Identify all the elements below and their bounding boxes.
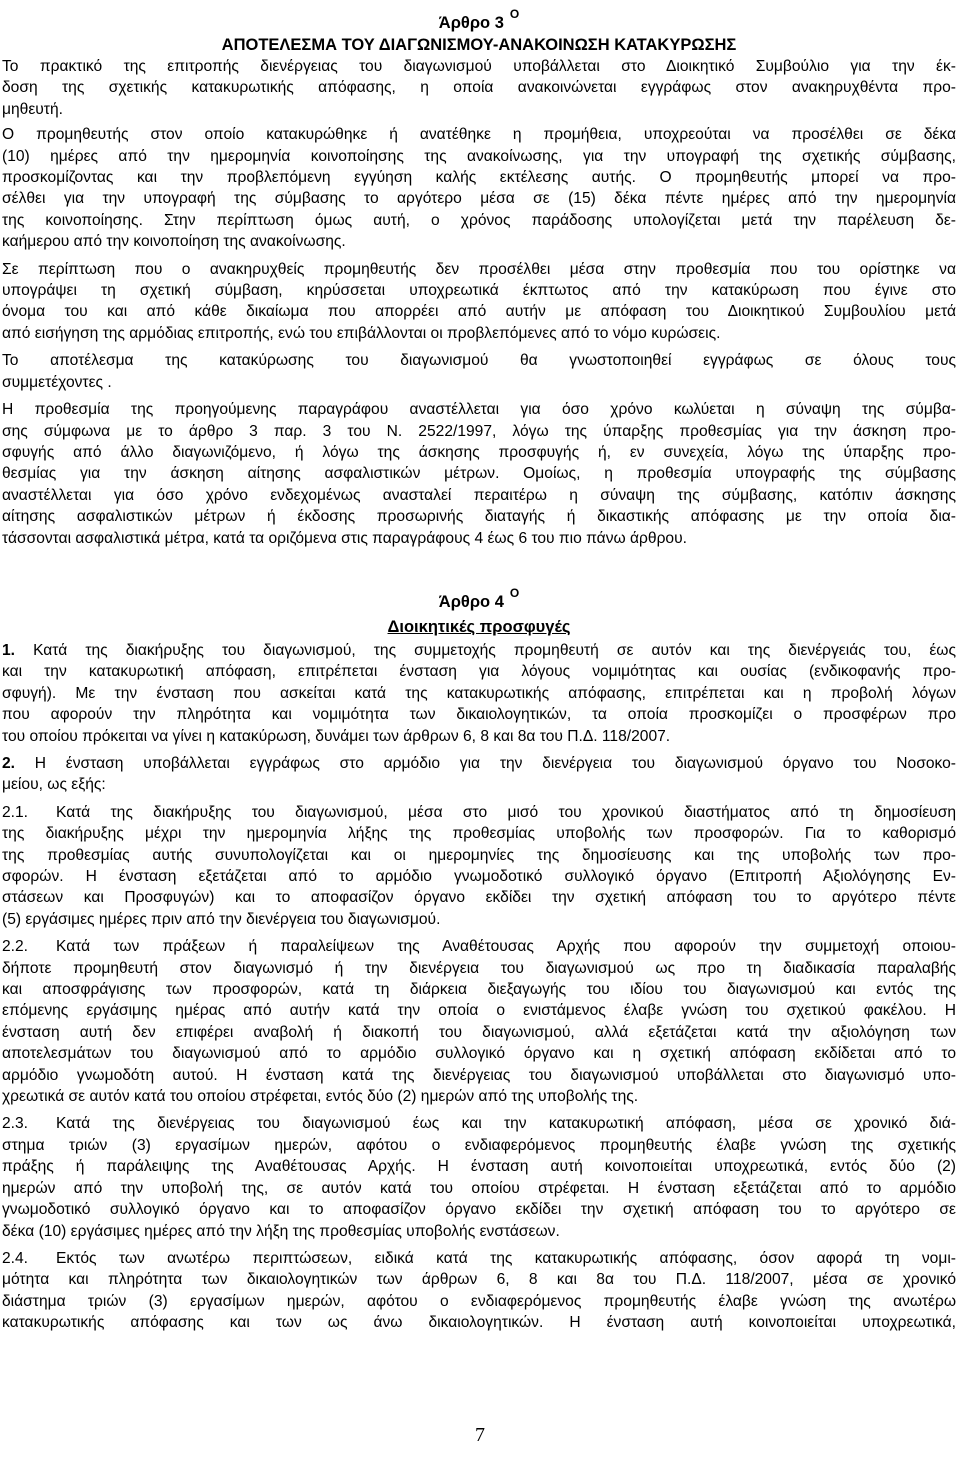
text-span: χρεωτικά σε αυτόν κατά του οποίου στρέφεται, εντός δύο (2) ημερών από της υποβολής της. (2, 1088, 639, 1106)
text-line (2, 1312, 956, 1333)
text-span: Η ένσταση υποβάλλεται εγγράφως στο αρμόδιο για την διενέργεια του διαγωνισμού όργανο του Νοσοκο- (15, 754, 956, 772)
text-line (2, 958, 956, 979)
text-span: σφυγή). Με την ένσταση που ασκείται κατά της κατακυρωτικής απόφασης, επιτρέπεται και η προβολή λόγων (2, 684, 956, 702)
text-line (2, 1221, 956, 1242)
text-line (2, 231, 956, 252)
paragraph-3-3 (2, 259, 956, 345)
text-span: συμμετέχοντες . (2, 373, 112, 391)
text-span: Το αποτέλεσμα της κατακύρωσης του διαγωνισμού θα γνωστοποιηθεί εγγράφως σε όλους τους (2, 352, 956, 370)
text-line (2, 661, 956, 682)
text-line (2, 259, 956, 280)
text-line (2, 774, 956, 795)
item-2 (2, 753, 956, 796)
text-line (2, 323, 956, 344)
text-span: της κοινοποίησης. Στην περίπτωση όμως αυτή, ο χρόνος παράδοσης υπολογίζεται μετά την παρέλευση δε- (2, 211, 956, 229)
text-span: αρμόδιο γνωμοδότη αυτού. Η ένσταση κατά της διενέργειας του διαγωνισμού υποβάλλεται στο διαγωνισμό υπο- (2, 1066, 956, 1084)
text-line (2, 146, 956, 167)
paragraph-3-1 (2, 56, 956, 120)
text-line (2, 1269, 956, 1290)
text-line (2, 442, 956, 463)
text-line (2, 167, 956, 188)
text-span: Κατά της διακήρυξης του διαγωνισμού, μέσα στο μισό του χρονικού διαστήματος από τη δημοσίευση (56, 803, 956, 821)
page-number: 7 (475, 1424, 485, 1446)
superscript-o: Ο (509, 7, 520, 21)
text-span: θεσμίας για την άσκηση αίτησης ασφαλιστικών μέτρων. Ομοίως, η προθεσμία υπογραφής της σύμβασης (2, 465, 956, 483)
text-line (2, 1248, 956, 1269)
text-line (2, 421, 956, 442)
superscript-o: Ο (509, 585, 520, 600)
text-span: μείου, ως εξής: (2, 776, 106, 794)
text-span: αποτελεσμάτων του διαγωνισμού από το αρμόδιο συλλογικό όργανο και η σχετική απόφαση εκδίδεται από το (2, 1045, 956, 1063)
text-span: Σε περίπτωση που ο ανακηρυχθείς προμηθευτής δεν προσέλθει μέσα στην προθεσμία που του ορίστηκε να (2, 260, 956, 278)
text-line (2, 753, 956, 774)
text-span: Το πρακτικό της επιτροπής διενέργειας του διαγωνισμού υποβάλλεται στο Διοικητικό Συμβούλιο για την έκ- (2, 58, 956, 75)
text-span: από εισήγηση της αρμόδιας επιτροπής, ενώ του επιβάλλονται οι προβλεπόμενες από το νόμο κυρώσεις. (2, 324, 721, 342)
text-span: Κατά των πράξεων ή παραλείψεων της Αναθέτουσας Αρχής που αφορούν την συμμετοχή οποιου- (56, 938, 956, 956)
text-line (2, 485, 956, 506)
text-line (2, 188, 956, 209)
text-span: σφορών. Η ένσταση εξετάζεται από το αρμόδιο γνωμοδοτικό συλλογικό όργανο (Επιτροπή Αξιολόγησης Εν- (2, 868, 956, 885)
text-span: (10) ημέρες από την ημερομηνία κοινοποίησης της ανακοίνωσης, για την υπογραφή της σχετικής σύμβασης, (2, 147, 956, 165)
text-line (2, 1113, 956, 1134)
article-3-title: Άρθρο 3 $^O$ (438, 7, 520, 32)
item-number: 2.3. (2, 1115, 29, 1133)
paragraph-3-4 (2, 350, 956, 393)
text-line (2, 936, 956, 957)
text-span: δοση της σχετικής κατακυρωτικής απόφασης, η οποία ανακοινώνεται εγγράφως στον ανακηρυχθέντα προ- (2, 79, 956, 97)
text-line (2, 399, 956, 420)
text-span: αναστέλλεται για όσο χρόνο ενδεχομένως ανασταλεί περαιτέρω η σύναψη της σύμβασης, κατόπιν άσκησης (2, 486, 956, 504)
text-line (2, 802, 956, 823)
text-span: στάσεων και Προσφυγών) και το αποφασίζον όργανο εκδίδει την σχετική απόφαση του το αργότερο πέντε (2, 889, 956, 907)
text-line (2, 1065, 956, 1086)
text-span: της προθεσμίας αυτής συνυπολογίζεται και οι ημερομηνίες της δημοσίευσης και της υποβολής των προ- (2, 846, 956, 864)
text-span: όνομα του και από κάθε δικαίωμα που απορρέει από αυτήν με απόφαση του Διοικητικού Συμβουλίου μετά (2, 303, 956, 321)
text-line (2, 301, 956, 322)
text-span: ένσταση αυτή δεν επιφέρει αναβολή ή διακοπή του διαγωνισμού, αλλά εξετάζεται κατά την αξιολόγηση των (2, 1023, 956, 1041)
text-span: του οποίου πρόκειται να γίνει η κατακύρωση, δυνάμει των άρθρων 6, 8 και 8α του Π.Δ. 118/2007. (2, 727, 671, 745)
subitem-2-2 (2, 936, 956, 1107)
text-line (2, 372, 956, 393)
text-span: (5) εργάσιμες ημέρες πριν από την διενέργεια του διαγωνισμού. (2, 910, 441, 928)
text-span: Κατά της διενέργειας του διαγωνισμού έως και την κατακυρωτική απόφαση, μέσα σε χρονικό διά- (56, 1115, 956, 1133)
text-span: στημα τριών (3) εργασίμων ημερών, αφότου ο ενδιαφερόμενος προμηθευτής έλαβε γνώση της σχετικής (2, 1136, 956, 1154)
subitem-2-4 (2, 1248, 956, 1334)
text-span: γνωμοδοτικό συλλογικό όργανο και το αποφασίζον όργανο εκδίδει την σχετική απόφαση του το αργότερο σε (2, 1201, 956, 1219)
item-1 (2, 640, 956, 747)
document-page (2, 0, 956, 1459)
text-line (2, 979, 956, 1000)
text-line (2, 823, 956, 844)
text-span: μότητα και πληρότητα των δικαιολογητικών των άρθρων 6, 8 και 8α του Π.Δ. 118/2007, μέσα σε χρονικό (2, 1271, 956, 1289)
text-span: σφυγής από άλλο διαγωνιζόμενο, ή λόγω της άσκησης προσφυγής ή, εν συνεχεία, λόγω της ύπαρξης προ- (2, 443, 956, 461)
text-line (2, 1178, 956, 1199)
text-span: τάσσονται ασφαλιστικά μέτρα, κατά τα οριζόμενα στις παραγράφους 4 έως 6 του πιο πάνω άρθρου. (2, 529, 687, 547)
text-span: Κατά της διακήρυξης του διαγωνισμού, της συμμετοχής προμηθευτή σε αυτόν και της διενέργειάς του, έως (15, 641, 956, 659)
text-span: και αποσφράγισης των προσφορών, κατά τη διάρκεια διεξαγωγής του ιδίου του διαγωνισμού και εντός της (2, 981, 956, 999)
text-span: σης σύμφωνα με το άρθρο 3 παρ. 3 του Ν. 2522/1997, λόγω της ύπαρξης προθεσμίας για την άσκηση προ- (2, 422, 956, 440)
text-span: μηθευτή. (2, 100, 63, 118)
text-line (2, 845, 956, 866)
text-line (2, 1156, 956, 1177)
text-span: δήποτε προμηθευτή στον διαγωνισμό ή την διενέργεια του διαγωνισμού ως προ τη διαδικασία παραλαβής (2, 959, 956, 977)
item-number: 2.4. (2, 1249, 29, 1267)
text-line (2, 1199, 956, 1220)
text-line (2, 124, 956, 145)
text-line (2, 280, 956, 301)
text-span: δέκα (10) εργάσιμες ημέρες από την λήξη της προθεσμίας υποβολής ενστάσεων. (2, 1222, 560, 1240)
text-line (2, 1291, 956, 1312)
text-span: σέλθει για την υπογραφή της σύμβασης το αργότερο μέσα σε (15) δέκα πέντε ημέρες από την ημερομηνία (2, 190, 956, 208)
text-line (2, 1000, 956, 1021)
text-line (2, 463, 956, 484)
text-span: Εκτός των ανωτέρω περιπτώσεων, ειδικά κατά της κατακυρωτικής απόφασης, όσον αφορά τη νομι- (56, 1249, 956, 1267)
item-number: 2.2. (2, 938, 29, 956)
text-span: ημερών από την υποβολή της, σε αυτόν κατά του οποίου στρέφεται. Η ένσταση εξετάζεται από το αρμόδιο (2, 1179, 956, 1197)
text-span: της διακήρυξης μέχρι την ημερομηνία λήξης της προθεσμίας υποβολής των προσφορών. Για το καθορισμό (2, 825, 956, 843)
text-span: αίτησης ασφαλιστικών μέτρων ή έκδοσης προσωρινής διαταγής ή δικαστικής απόφασης με την οποία δια- (2, 508, 956, 526)
text-line (2, 866, 956, 887)
item-number: 2.1. (2, 803, 29, 821)
text-line (2, 909, 956, 930)
text-span: και την κατακυρωτική απόφαση, επιτρέπεται ένσταση για λόγους νομιμότητας και ουσίας (ενδικοφανής προ- (2, 663, 956, 681)
text-span: υπογράψει τη σχετική σύμβαση, κηρύσσεται υποχρεωτικά έκπτωτος από την κατακύρωση που έγινε στο (2, 282, 956, 300)
text-span: προσκομίζοντας και την προβλεπόμενη εγγύηση καλής εκτέλεσης αυτής. Ο προμηθευτής μπορεί να προ- (2, 169, 956, 187)
text-span: διάστημα τριών (3) εργασίμων ημερών, αφότου ο ενδιαφερόμενος προμηθευτής έλαβε γνώση της ανωτέρω (2, 1292, 956, 1310)
paragraph-3-2 (2, 124, 956, 252)
text-line (2, 1043, 956, 1064)
item-number: 1. (2, 641, 16, 659)
text-span: Ο προμηθευτής στον οποίο κατακυρώθηκε ή ανατέθηκε η προμήθεια, υποχρεούται να προσέλθει σε δέκα (2, 126, 956, 144)
text-line (2, 704, 956, 725)
text-line (2, 640, 956, 661)
subitem-2-3 (2, 1113, 956, 1241)
text-line (2, 528, 956, 549)
text-line (2, 887, 956, 908)
text-span: που αφορούν την πληρότητα και νομιμότητα των δικαιολογητικών, τα οποία προσκομίζει ο προσφέρων προ (2, 706, 956, 724)
item-number: 2. (2, 754, 16, 772)
article-4-title: Άρθρο 4 $^O$ (438, 585, 520, 611)
subitem-2-1 (2, 802, 956, 930)
text-line (2, 506, 956, 527)
text-line (2, 99, 956, 120)
article-3-subtitle: ΑΠΟΤΕΛΕΣΜΑ ΤΟΥ ΔΙΑΓΩΝΙΣΜΟΥ-ΑΝΑΚΟΙΝΩΣΗ ΚΑΤΑΚΥΡΩΣΗΣ (221, 36, 737, 54)
text-span: πράξης ή παράλειψης της Αναθέτουσας Αρχής. Η ένσταση αυτή κοινοποιείται υποχρεωτικά, εντός δύο (2) (2, 1158, 956, 1176)
text-span: καήμερου από την κοινοποίηση της ανακοίνωσης. (2, 233, 346, 251)
text-line (2, 350, 956, 371)
text-line (2, 1086, 956, 1107)
text-line (2, 77, 956, 98)
text-line (2, 683, 956, 704)
text-line (2, 1022, 956, 1043)
text-line (2, 726, 956, 747)
text-line (2, 210, 956, 231)
text-span: Η προθεσμία της προηγούμενης παραγράφου αναστέλλεται για όσο χρόνο κωλύεται η σύναψη της σύμβα- (2, 401, 956, 419)
article-4-subtitle: Διοικητικές προσφυγές (387, 617, 571, 636)
text-span: κατακυρωτικής απόφασης και των ως άνω δικαιολογητικών. Η ένσταση αυτή κοινοποιείται υποχρεωτικά, (2, 1314, 956, 1332)
text-span: επόμενης εργάσιμης ημέρας από αυτήν κατά την οποία ο ενιστάμενος έλαβε γνώση του σχετικού φακέλου. Η (2, 1002, 956, 1020)
paragraph-3-5 (2, 399, 956, 549)
text-line (2, 1135, 956, 1156)
text-line (2, 56, 956, 77)
